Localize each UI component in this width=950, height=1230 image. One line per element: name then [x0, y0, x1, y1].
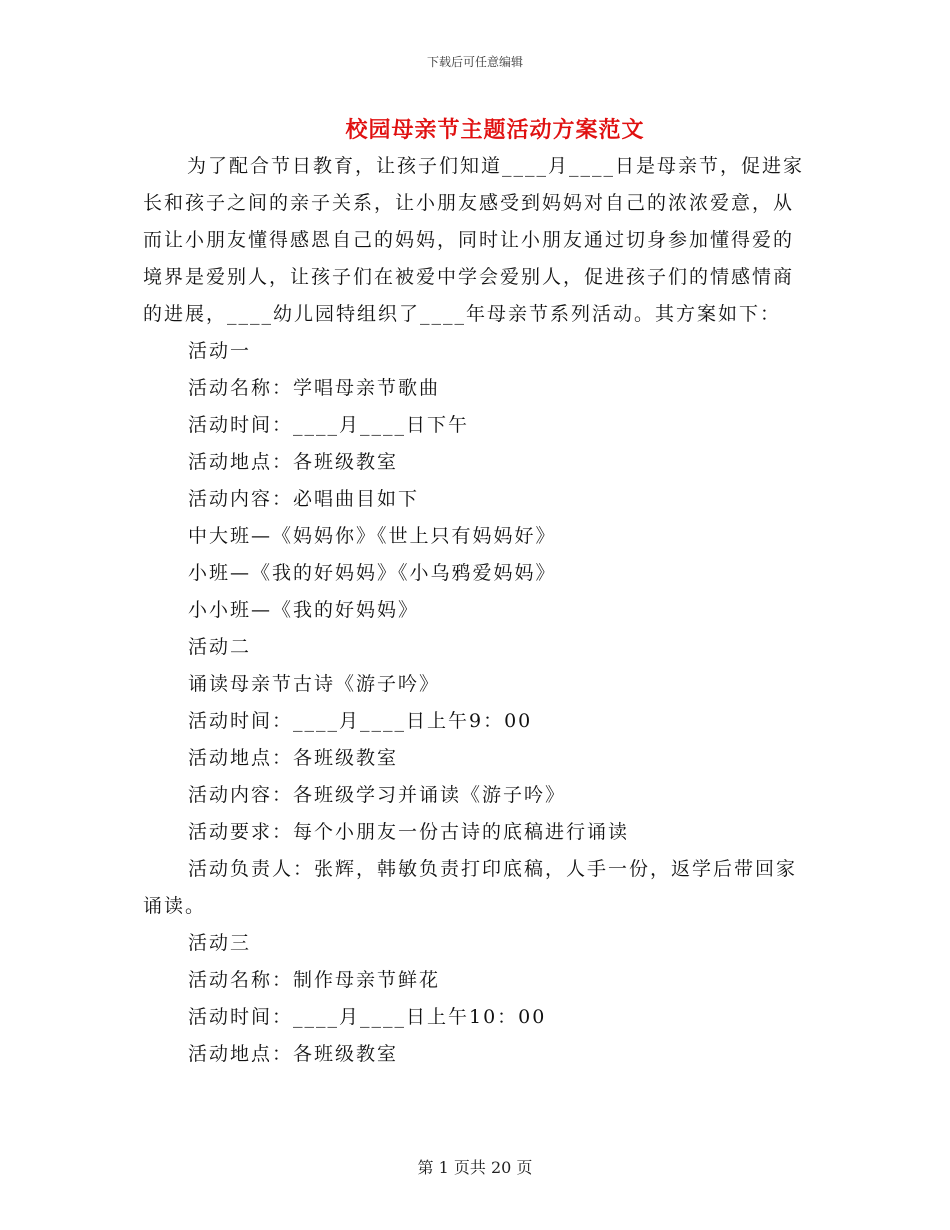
- activity-1-content: 活动内容：必唱曲目如下: [188, 488, 420, 510]
- intro-paragraph: 为了配合节日教育，让孩子们知道____月____日是母亲节，促进家长和孩子之间的亲子关系，让小朋友感受到妈妈对自己的浓浓爱意，从而让小朋友懂得感恩自己的妈妈，同时让小朋友通过切身参加懂得爱的境界是爱别人，让孩子们在被爱中学会爱别人，促进孩子们的情感情商的进展，____幼儿园特组织了____年母亲节系列活动。其方案如下：: [143, 155, 805, 325]
- activity-3-location: 活动地点：各班级教室: [188, 1043, 399, 1065]
- activity-1-location: 活动地点：各班级教室: [188, 451, 399, 473]
- activity-1-songs-senior-class: 中大班—《妈妈你》《世上只有妈妈好》: [188, 525, 557, 547]
- activity-2-location: 活动地点：各班级教室: [188, 747, 399, 769]
- activity-1-songs-nursery-class: 小小班—《我的好妈妈》: [188, 599, 420, 621]
- activity-2-name: 诵读母亲节古诗《游子吟》: [188, 673, 441, 695]
- activity-2-responsible: 活动负责人：张辉，韩敏负责打印底稿，人手一份，返学后带回家诵读。: [143, 858, 798, 917]
- document-title: 校园母亲节主题活动方案范文: [345, 117, 645, 143]
- section-heading-activity-2: 活动二: [188, 636, 252, 658]
- activity-2-content: 活动内容：各班级学习并诵读《游子吟》: [188, 784, 567, 806]
- activity-1-name: 活动名称：学唱母亲节歌曲: [188, 377, 441, 399]
- page-number: 第 1 页共 20 页: [417, 1158, 533, 1177]
- activity-2-time: 活动时间：____月____日上午9：00: [188, 710, 533, 732]
- header-note: 下载后可任意编辑: [426, 55, 523, 69]
- activity-3-time: 活动时间：____月____日上午10：00: [188, 1006, 547, 1028]
- section-heading-activity-1: 活动一: [188, 340, 252, 362]
- activity-2-requirement: 活动要求：每个小朋友一份古诗的底稿进行诵读: [188, 821, 630, 843]
- document-body: [143, 148, 813, 1073]
- activity-1-songs-junior-class: 小班—《我的好妈妈》《小乌鸦爱妈妈》: [188, 562, 557, 584]
- activity-1-time: 活动时间：____月____日下午: [188, 414, 470, 436]
- activity-3-name: 活动名称：制作母亲节鲜花: [188, 969, 441, 991]
- section-heading-activity-3: 活动三: [188, 932, 252, 954]
